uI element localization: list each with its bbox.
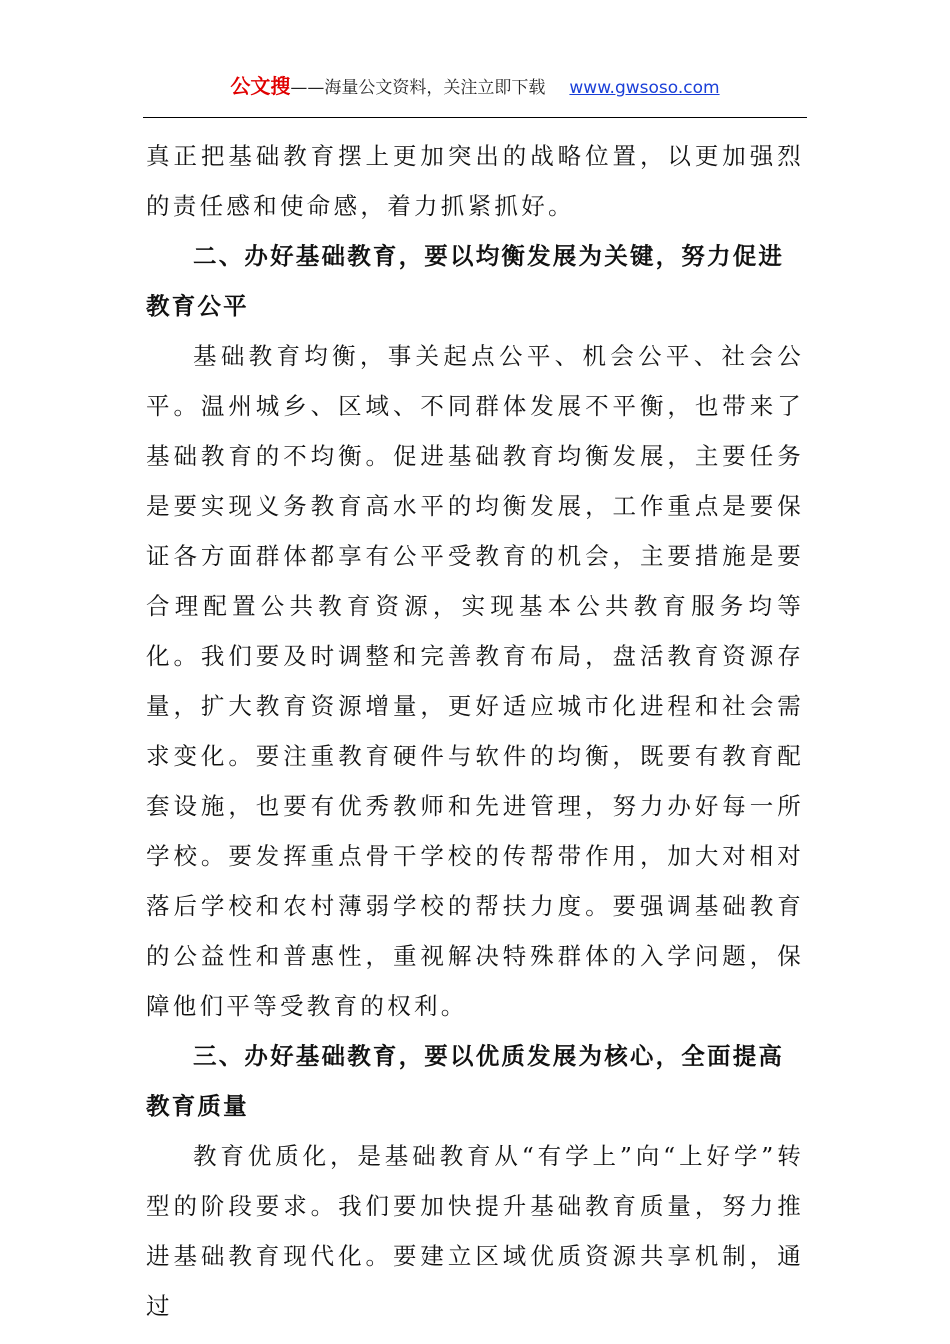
page-header bbox=[143, 70, 807, 116]
paragraph-continued: 真正把基础教育摆上更加突出的战略位置，以更加强烈的责任感和使命感，着力抓紧抓好。 bbox=[146, 142, 804, 220]
section-heading-2: 二、办好基础教育，要以均衡发展为关键，努力促进教育公平 bbox=[146, 242, 785, 320]
header-divider bbox=[143, 117, 807, 118]
header-slogan: ——海量公文资料，关注立即下载 bbox=[290, 78, 546, 98]
paragraph-quality-development: 教育优质化，是基础教育从“有学上”向“上好学”转型的阶段要求。我们要加快提升基础教育质量，努力推进基础教育现代化。要建立区域优质资源共享机制，通过 bbox=[146, 1142, 804, 1320]
section-heading-3: 三、办好基础教育，要以优质发展为核心，全面提高教育质量 bbox=[146, 1042, 785, 1120]
brand-logo-text: 公文搜 bbox=[230, 74, 291, 98]
website-link[interactable]: www.gwsoso.com bbox=[569, 78, 720, 98]
document-body bbox=[146, 131, 804, 1331]
paragraph-balanced-development: 基础教育均衡，事关起点公平、机会公平、社会公平。温州城乡、区域、不同群体发展不平衡，也带来了基础教育的不均衡。促进基础教育均衡发展，主要任务是要实现义务教育高水平的均衡发展，工作重点是要保证各方面群体都享有公平受教育的机会，主要措施是要合理配置公共教育资源，实现基本公共教育服务均等化。我们要及时调整和完善教育布局，盘活教育资源存量，扩大教育资源增量，更好适应城市化进程和社会需求变化。要注重教育硬件与软件的均衡，既要有教育配套设施，也要有优秀教师和先进管理，努力办好每一所学校。要发挥重点骨干学校的传帮带作用，加大对相对落后学校和农村薄弱学校的帮扶力度。要强调基础教育的公益性和普惠性，重视解决特殊群体的入学问题，保障他们平等受教育的权利。 bbox=[146, 342, 804, 1020]
